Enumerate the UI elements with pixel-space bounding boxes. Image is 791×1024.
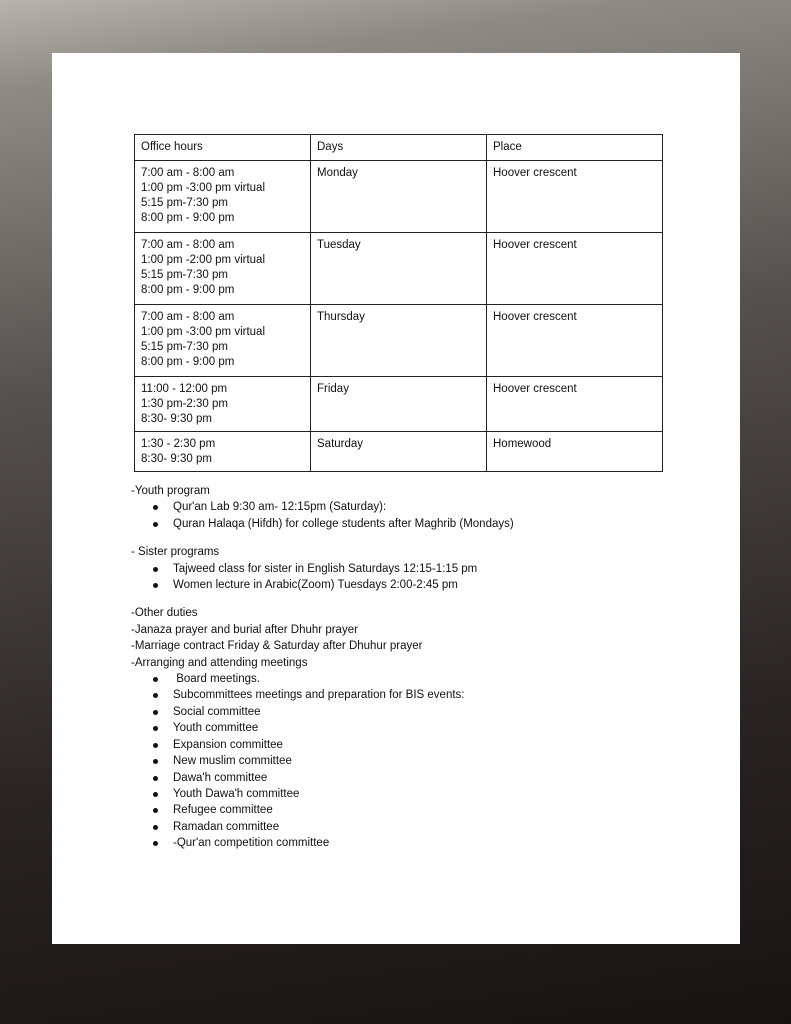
hours-cell: [135, 432, 311, 472]
day-cell: Tuesday: [311, 233, 487, 305]
table-row: [135, 305, 663, 377]
hours-line: 8:00 pm - 9:00 pm: [141, 284, 235, 296]
program-notes: [131, 483, 731, 852]
header-days: Days: [311, 135, 487, 161]
place-cell: Hoover crescent: [487, 377, 663, 432]
hours-cell: [135, 377, 311, 432]
hours-line: 8:00 pm - 9:00 pm: [141, 356, 235, 368]
hours-cell: [135, 305, 311, 377]
hours-line: 1:00 pm -2:00 pm virtual: [141, 254, 266, 266]
hours-cell: [135, 161, 311, 233]
duty-line: -Marriage contract Friday & Saturday after Dhuhur prayer: [131, 640, 423, 653]
hours-line: 11:00 - 12:00 pm: [141, 383, 228, 395]
hours-line: 1:30 pm-2:30 pm: [141, 398, 228, 410]
place-cell: Hoover crescent: [487, 161, 663, 233]
list-item: Tajweed class for sister in English Saturdays 12:15-1:15 pm: [131, 561, 731, 577]
header-place: Place: [487, 135, 663, 161]
list-item: Subcommittees meetings and preparation for BIS events:: [131, 687, 731, 703]
place-cell: Hoover crescent: [487, 305, 663, 377]
day-cell: Saturday: [311, 432, 487, 472]
youth-program-list: [131, 499, 731, 532]
hours-line: 5:15 pm-7:30 pm: [141, 197, 228, 209]
hours-line: 1:30 - 2:30 pm: [141, 438, 216, 450]
list-item: Board meetings.: [131, 671, 731, 687]
youth-program-heading: -Youth program: [131, 485, 210, 497]
hours-line: 7:00 am - 8:00 am: [141, 239, 235, 251]
list-item: Expansion committee: [131, 737, 731, 753]
place-cell: Homewood: [487, 432, 663, 472]
hours-line: 8:00 pm - 9:00 pm: [141, 212, 235, 224]
office-hours-table: [134, 134, 663, 472]
other-duties-heading: -Other duties: [131, 607, 198, 620]
duty-line: -Arranging and attending meetings: [131, 656, 308, 669]
hours-line: 1:00 pm -3:00 pm virtual: [141, 182, 266, 194]
hours-line: 5:15 pm-7:30 pm: [141, 341, 228, 353]
list-item: Ramadan committee: [131, 819, 731, 835]
list-item: Women lecture in Arabic(Zoom) Tuesdays 2:00-2:45 pm: [131, 577, 731, 593]
table-row: [135, 377, 663, 432]
hours-line: 7:00 am - 8:00 am: [141, 311, 235, 323]
table-row: [135, 432, 663, 472]
hours-line: 5:15 pm-7:30 pm: [141, 269, 228, 281]
list-item: Qur'an Lab 9:30 am- 12:15pm (Saturday):: [131, 499, 731, 515]
list-item: Dawa'h committee: [131, 770, 731, 786]
list-item: Youth Dawa'h committee: [131, 786, 731, 802]
list-item: Youth committee: [131, 720, 731, 736]
document-page: [52, 53, 740, 944]
sister-programs-list: [131, 561, 731, 594]
meetings-list: [131, 671, 731, 851]
table-row: [135, 233, 663, 305]
header-office-hours: Office hours: [135, 135, 311, 161]
list-item: Refugee committee: [131, 802, 731, 818]
duty-line: -Janaza prayer and burial after Dhuhr prayer: [131, 623, 358, 636]
day-cell: Monday: [311, 161, 487, 233]
list-item: Quran Halaqa (Hifdh) for college students after Maghrib (Mondays): [131, 516, 731, 532]
hours-line: 8:30- 9:30 pm: [141, 453, 212, 465]
list-item: Social committee: [131, 704, 731, 720]
place-cell: Hoover crescent: [487, 233, 663, 305]
table-row: [135, 161, 663, 233]
day-cell: Thursday: [311, 305, 487, 377]
sister-programs-heading: - Sister programs: [131, 546, 220, 559]
hours-cell: [135, 233, 311, 305]
table-header-row: [135, 135, 663, 161]
hours-line: 7:00 am - 8:00 am: [141, 167, 235, 179]
list-item: New muslim committee: [131, 753, 731, 769]
list-item: -Qur'an competition committee: [131, 835, 731, 851]
hours-line: 1:00 pm -3:00 pm virtual: [141, 326, 266, 338]
day-cell: Friday: [311, 377, 487, 432]
hours-line: 8:30- 9:30 pm: [141, 413, 212, 425]
